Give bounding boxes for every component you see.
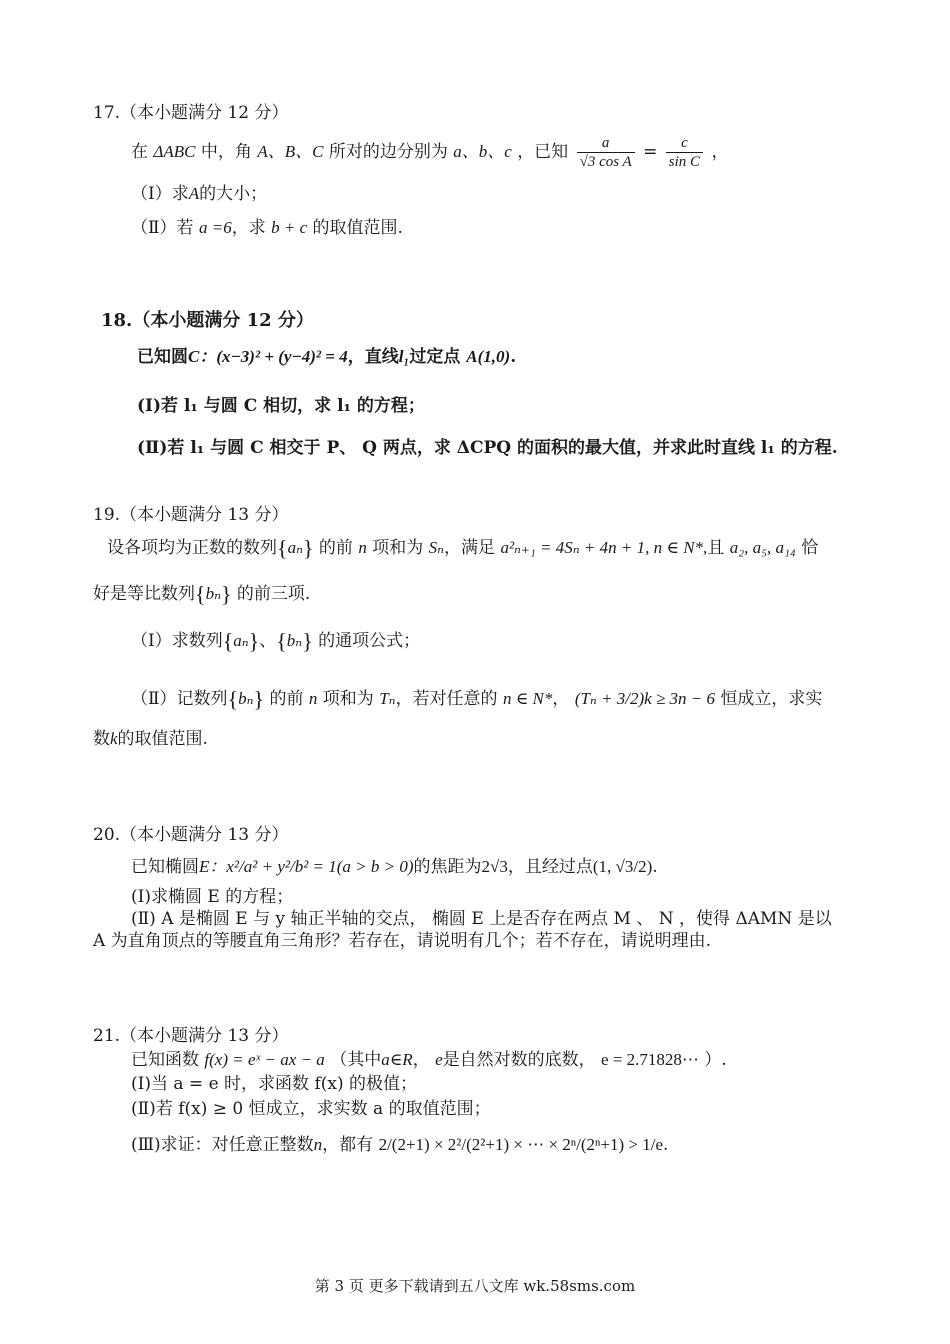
q19-line2: 好是等比数列{bₙ} 的前三项. [93,581,311,607]
q17-frac1-den: √3 cos A [579,154,632,170]
q19-l1-cond: a²ₙ₊₁ = 4Sₙ + 4n + 1, n ∈ N*, [500,538,708,557]
q18-point: A(1,0) [466,347,511,366]
q17-fraction-1 [577,134,635,171]
q21-p3-b: ，都有 [322,1135,374,1155]
q17-triangle: ΔABC [153,142,196,161]
q21-stem-d: 是自然对数的底数， [442,1050,596,1070]
q19-p2-l2-k: k [110,729,118,748]
q17-frac1-num: a [577,134,635,153]
q19-l2-a: 好是等比数列 [93,584,195,604]
q18-circle: C [188,347,200,366]
q17-stem-end: ， [711,142,729,162]
q21-part1: (Ⅰ)当 a = e 时，求函数 f(x) 的极值； [131,1074,417,1094]
q19-p1-label: （Ⅰ）求数列 [131,631,223,651]
q19-part2: （Ⅱ）记数列{bₙ} 的前 n 项和为 Tₙ，若对任意的 n ∈ N*， (Tₙ + 3/2)k ≥ 3n − 6 恒成立，求实 [131,686,823,712]
q19-p2-e: 恒成立，求实 [720,689,823,709]
q17-title: 17.（本小题满分 12 分） [93,103,289,123]
q20-part2-line1: (Ⅱ) A 是椭圆 E 与 y 轴正半轴的交点， 椭圆 E 上是否存在两点 M 、 N ，使得 ΔAMN 是以 [131,909,832,929]
q19-seq-a: aₙ [287,538,303,557]
q19-l1-e: 且 [707,538,725,558]
q19-p1-end: 的通项公式； [318,631,421,651]
q19-p2-n: n [308,689,318,708]
q19-l1-d: ，满足 [444,538,496,558]
q19-p2-ineq: (Tₙ + 3/2)k ≥ 3n − 6 [574,689,716,708]
q17-stem-b: 中，角 [200,142,252,162]
q17-p1-var: A [188,184,200,203]
q21-e-value: e = 2.71828⋯ [601,1050,699,1069]
q17-stem-a: 在 [131,142,148,162]
q18-line: l₁ [398,347,410,366]
q19-p2-a: 的前 [269,689,304,709]
q18-stem-b: ，直线 [347,347,399,367]
q18-stem-a: 已知圆 [137,347,188,367]
q21-p3-n: n [313,1135,323,1154]
q20-focal: 2√3 [481,857,508,876]
q21-function: f(x) = eˣ − ax − a [204,1050,325,1069]
q19-p2-l2-a: 数 [93,729,110,749]
q20-equation: ：x²/a² + y²/b² = 1(a > b > 0) [209,857,414,876]
q20-title: 20.（本小题满分 13 分） [93,825,289,845]
q19-l1-f: 恰 [801,538,819,558]
q20-E: E [199,857,210,876]
q17-p2-mid: ，求 [231,218,266,238]
q19-line1: 设各项均为正数的数列{aₙ} 的前 n 项和为 Sₙ，满足 a²ₙ₊₁ = 4Sₙ + 4n + 1, n ∈ N*,且 a₂, a₅, a₁₄ 恰 [107,535,819,561]
q18-part1: (Ⅰ)若 l₁ 与圆 C 相切，求 l₁ 的方程； [137,396,425,416]
q17-p1-label: （Ⅰ）求 [131,184,189,204]
q19-p2-c: ，若对任意的 [395,689,498,709]
q20-part1: (Ⅰ)求椭圆 E 的方程； [131,887,294,907]
q19-p2-label: （Ⅱ）记数列 [131,689,228,709]
q19-part2-line2 [93,727,208,751]
q20-stem [131,855,658,879]
q19-p2-T: Tₙ [379,689,396,708]
q19-p2-l2-b: 的取值范围. [117,729,208,749]
q21-stem [131,1048,727,1072]
q20-stem-end: . [652,857,658,877]
q17-frac2-num: c [666,134,703,153]
q18-title: 18.（本小题满分 12 分） [101,310,314,331]
q17-stem [131,134,728,171]
q21-cond: a∈R [381,1050,413,1069]
q21-stem-end: ）. [704,1050,727,1070]
q20-point: (1, √3/2) [592,857,653,876]
q17-fraction-2 [666,134,703,171]
q17-p2-label: （Ⅱ）若 [131,218,194,238]
q21-stem-c: ， [412,1050,430,1070]
q19-seq-b: bₙ [205,584,221,603]
q19-p1-seq2: bₙ [286,631,303,650]
q17-sides: a、b、c [453,142,512,161]
q20-stem-c: ，且经过点 [507,857,593,877]
q17-stem-c: 所对的边分别为 [328,142,448,162]
q17-p2-cond: a =6 [198,218,232,237]
q21-stem-b: （其中 [330,1050,382,1070]
q18-stem [137,345,516,369]
q19-title: 19.（本小题满分 13 分） [93,505,289,525]
q18-equation: ：(x−3)² + (y−4)² = 4 [199,347,348,366]
q19-l1-b: 的前 [318,538,353,558]
q21-stem-a: 已知函数 [131,1050,199,1070]
q21-p3-end: . [663,1135,669,1155]
q17-part2 [131,216,403,240]
q20-part2-line2: A 为直角顶点的等腰直角三角形？若存在，请说明有几个；若不存在，请说明理由. [93,931,712,951]
q17-stem-d: ，已知 [517,142,569,162]
q17-p2-end: 的取值范围. [312,218,403,238]
q19-part1: （Ⅰ）求数列{aₙ}、{bₙ} 的通项公式； [131,628,421,654]
q19-l1-terms: a₂, a₅, a₁₄ [729,538,796,557]
q21-part2: (Ⅱ)若 f(x) ≥ 0 恒成立，求实数 a 的取值范围； [131,1099,491,1119]
q19-l1-a: 设各项均为正数的数列 [107,538,277,558]
q19-p1-sep: 、 [259,631,277,651]
q19-p1-seq1: aₙ [233,631,249,650]
q21-title: 21.（本小题满分 13 分） [93,1026,289,1046]
q17-angles: A、B、C [257,142,324,161]
q17-p1-end: 的大小； [199,184,268,204]
q20-stem-b: 的焦距为 [413,857,482,877]
q17-equals: = [643,142,658,162]
q21-part3 [131,1133,668,1157]
q18-part2: (Ⅱ)若 l₁ 与圆 C 相交于 P、 Q 两点，求 ΔCPQ 的面积的最大值，并求此时直线 l₁ 的方程. [137,438,838,458]
q19-l1-n: n [358,538,367,557]
q20-stem-a: 已知椭圆 [131,857,199,877]
q17-frac2-den: sin C [668,154,701,170]
q21-p3-a: (Ⅲ)求证：对任意正整数 [131,1135,314,1155]
q17-p2-expr: b + c [271,218,308,237]
q19-l2-b: 的前三项. [236,584,311,604]
q21-e: e [435,1050,443,1069]
q18-stem-end: . [510,347,517,367]
q19-p2-d: ， [552,689,570,709]
q19-l1-c: 项和为 [372,538,424,558]
q18-stem-c: 过定点 [409,347,461,367]
q19-p2-seq: bₙ [238,689,254,708]
q17-part1 [131,182,267,206]
q21-p3-ineq: 2/(2+1) × 2²/(2²+1) × ⋯ × 2ⁿ/(2ⁿ+1) > 1/e [378,1135,663,1154]
q19-p2-b: 项和为 [322,689,374,709]
q19-p2-cond: n ∈ N* [502,689,553,708]
page-footer: 第 3 页 更多下载请到五八文库 wk.58sms.com [314,1277,636,1295]
q19-l1-S: Sₙ [428,538,445,557]
